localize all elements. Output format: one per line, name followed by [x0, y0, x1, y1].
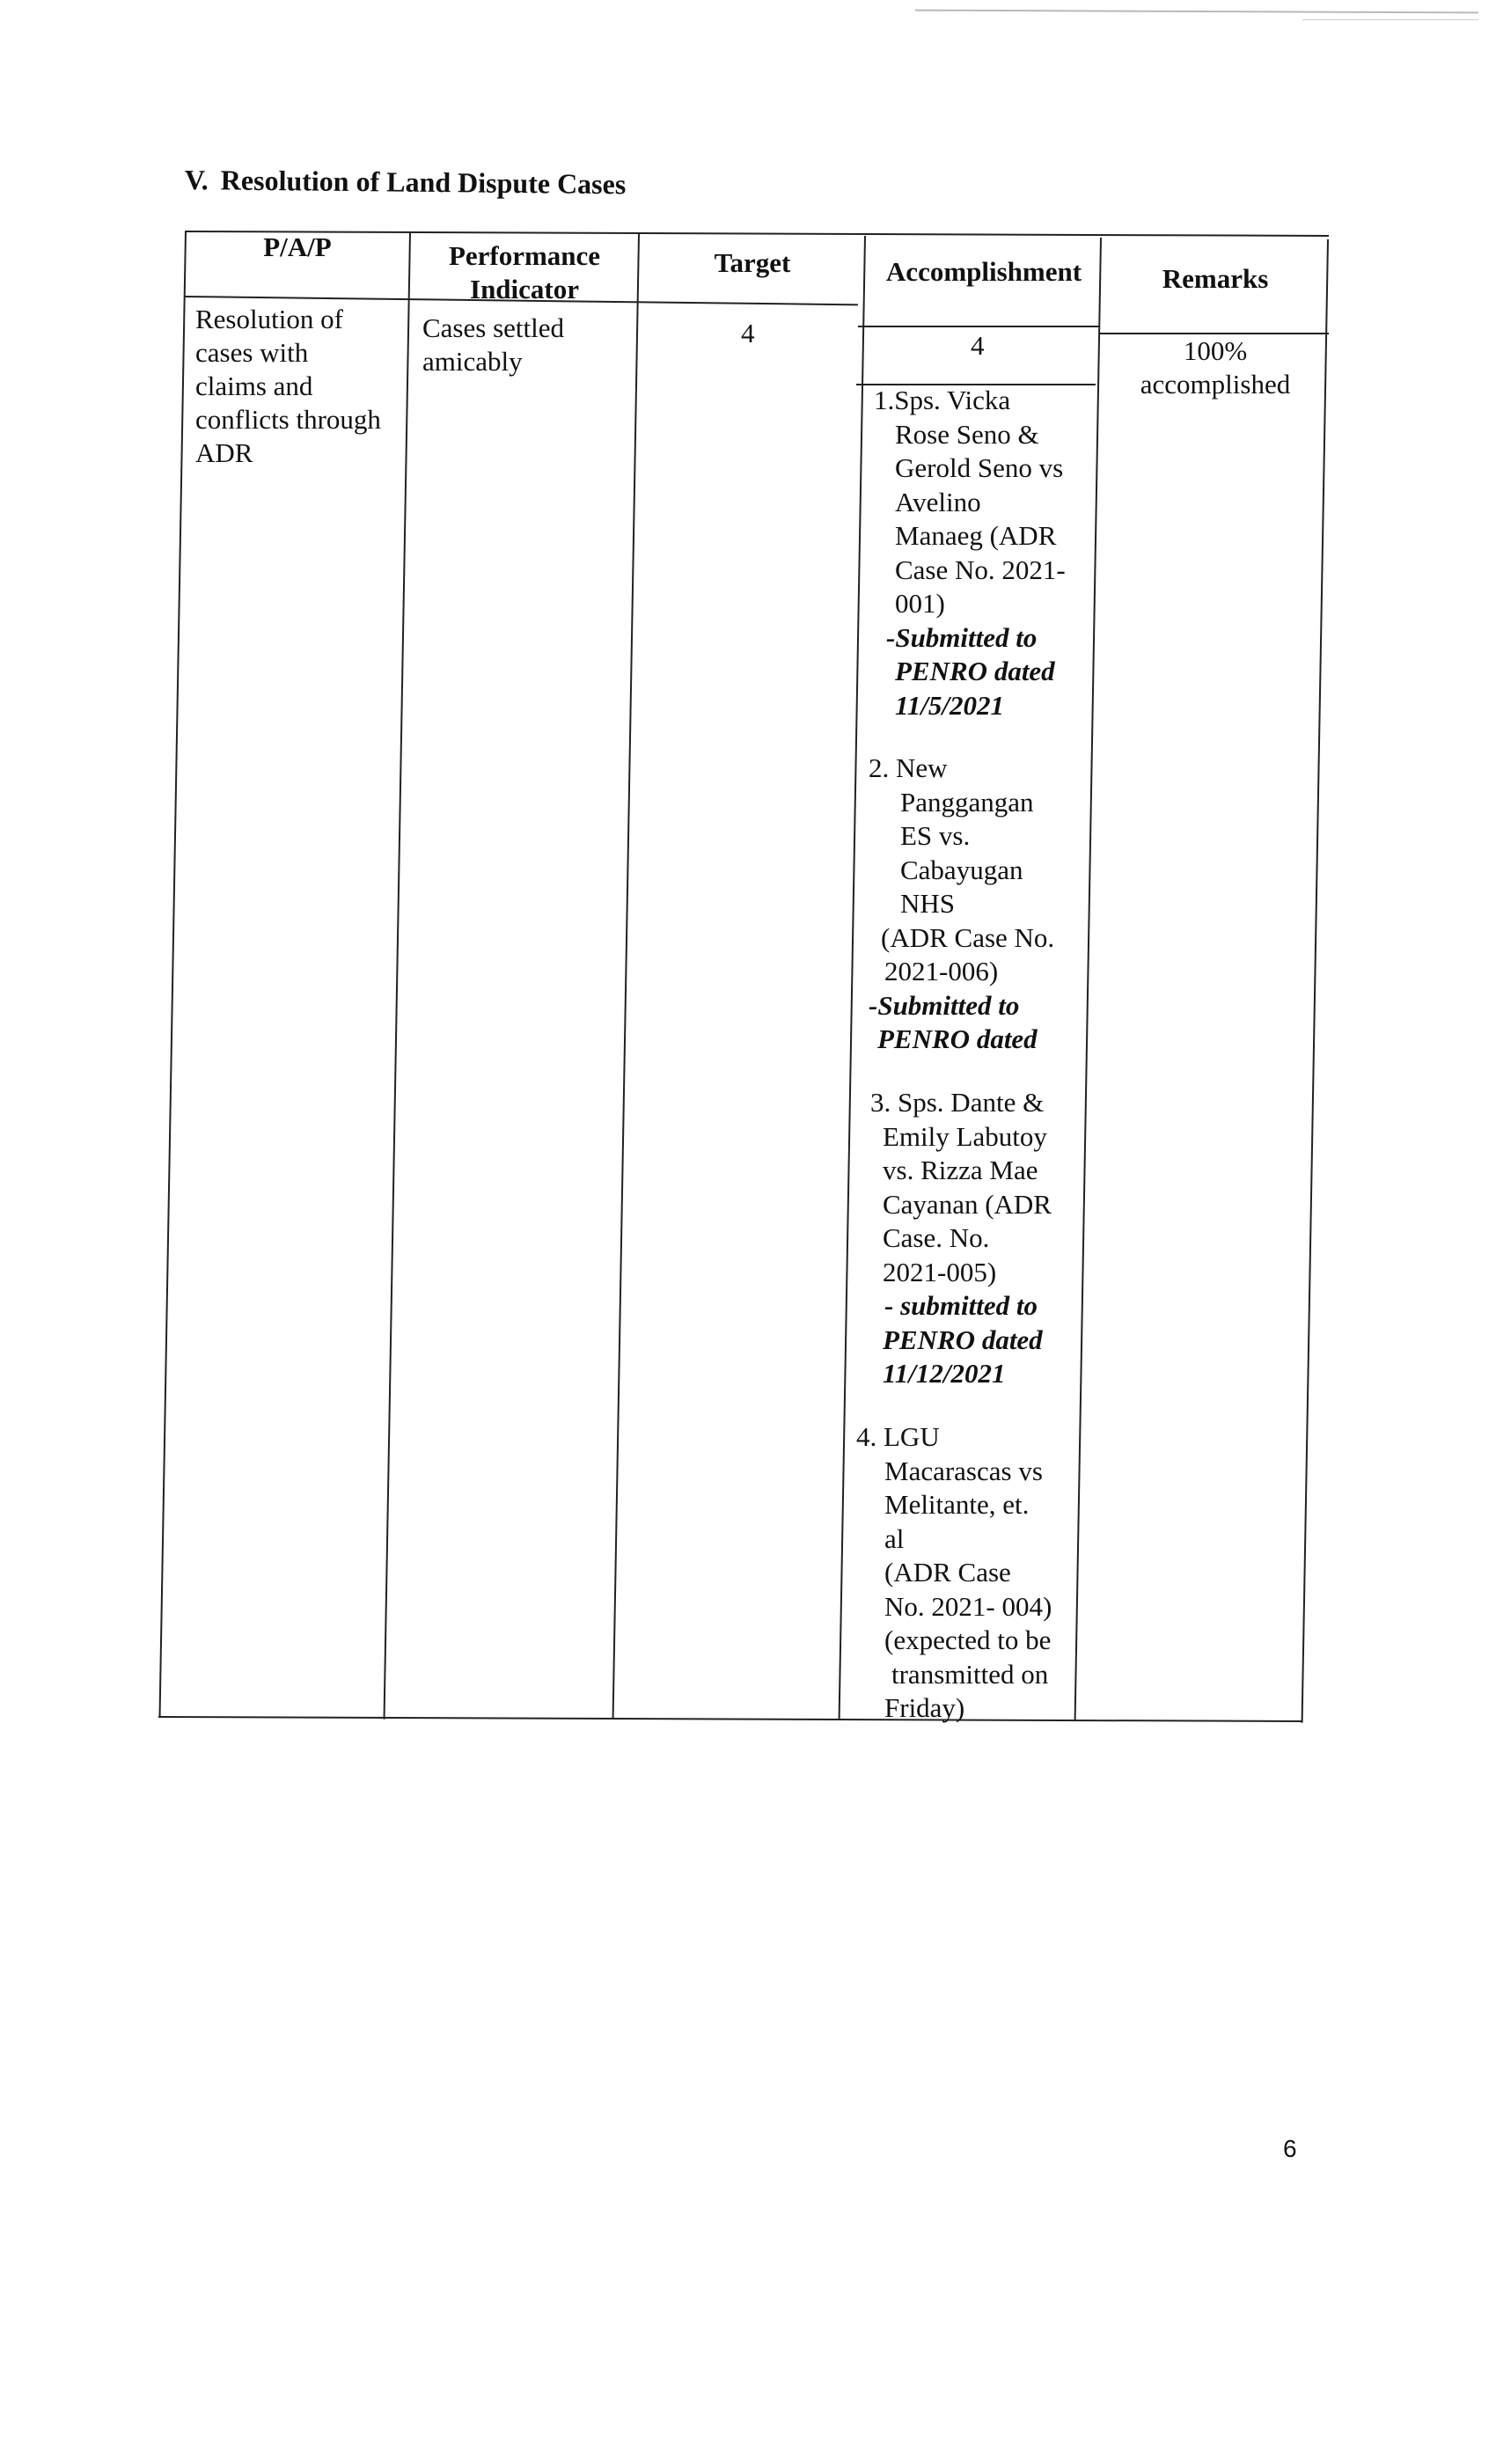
page-number: 6	[1283, 2135, 1297, 2162]
case-1-line: Rose Seno &	[895, 418, 1039, 450]
case-4-line: (ADR Case	[884, 1557, 1011, 1588]
column-divider-2	[612, 234, 640, 1720]
case-2-line: 2. New	[869, 752, 948, 783]
case-entry-2	[849, 752, 1054, 1057]
case-4-line: (expected to be	[884, 1624, 1052, 1655]
section-number: V.	[184, 164, 209, 196]
case-entry-4	[849, 1420, 1052, 1726]
header-indicator-line1: Performance	[448, 240, 601, 271]
case-1-line: 1.Sps. Vicka	[874, 385, 1011, 415]
accomplishment-total-border	[858, 326, 1100, 327]
case-2-status: PENRO dated	[877, 1023, 1038, 1054]
header-remarks: Remarks	[1162, 263, 1269, 294]
case-2-line: Panggangan	[900, 786, 1034, 818]
header-indicator-line2: Indicator	[470, 274, 579, 304]
accomplishment-total: 4	[971, 330, 985, 361]
case-4-line: No. 2021- 004)	[884, 1590, 1052, 1622]
pap-line-4: conflicts through	[195, 404, 381, 435]
pap-line-5: ADR	[195, 437, 253, 468]
target-value: 4	[741, 318, 755, 348]
case-4-line: Melitante, et.	[884, 1489, 1030, 1520]
case-2-line: NHS	[900, 888, 956, 919]
case-1-line: Gerold Seno vs	[895, 452, 1064, 483]
column-divider-1	[384, 232, 411, 1720]
case-4-line: Friday)	[884, 1692, 965, 1723]
case-2-line: (ADR Case No.	[881, 921, 1055, 953]
case-1-status: -Submitted to	[886, 621, 1038, 653]
case-4-line: Macarascas vs	[884, 1455, 1043, 1486]
table-left-border	[159, 231, 187, 1718]
pap-line-2: cases with	[195, 337, 309, 368]
case-1-status: PENRO dated	[895, 656, 1055, 686]
scan-artifact-line	[1302, 19, 1478, 20]
section-title: Resolution of Land Dispute Cases	[220, 164, 627, 201]
case-3-line: Cayanan (ADR	[883, 1188, 1052, 1220]
case-3-line: 3. Sps. Dante &	[870, 1087, 1045, 1118]
case-3-line: 2021-005)	[883, 1256, 997, 1287]
section-heading	[185, 164, 627, 201]
table-bottom-border	[158, 1716, 1302, 1722]
column-divider-4	[1074, 238, 1102, 1721]
indicator-line-2: amicably	[422, 346, 523, 377]
header-target: Target	[714, 247, 791, 278]
pap-line-1: Resolution of	[195, 304, 343, 334]
case-3-line: vs. Rizza Mae	[883, 1155, 1038, 1185]
case-2-line: Cabayugan	[900, 854, 1023, 885]
case-2-line: ES vs.	[900, 820, 971, 851]
case-3-line: Emily Labutoy	[883, 1120, 1047, 1152]
case-3-status: 11/12/2021	[883, 1358, 1006, 1389]
remarks-line-1: 100%	[1183, 335, 1248, 366]
header-pap: P/A/P	[263, 231, 332, 262]
case-1-status: 11/5/2021	[895, 689, 1005, 721]
case-1-line: Avelino	[895, 486, 981, 517]
scan-artifact-line	[915, 10, 1478, 14]
case-1-line: Case No. 2021-	[895, 554, 1066, 585]
case-entry-3	[849, 1086, 1052, 1391]
remarks-line-2: accomplished	[1140, 369, 1291, 400]
case-4-line: transmitted on	[891, 1658, 1049, 1690]
case-4-line: al	[884, 1522, 905, 1554]
case-3-line: Case. No.	[883, 1222, 990, 1253]
case-3-status: PENRO dated	[883, 1324, 1043, 1355]
case-2-line: 2021-006)	[884, 956, 999, 986]
case-4-line: 4. LGU	[856, 1421, 940, 1452]
table-right-border	[1302, 239, 1329, 1723]
case-entry-1	[849, 384, 1066, 722]
indicator-line-1: Cases settled	[422, 312, 564, 343]
case-2-status: -Submitted to	[869, 989, 1020, 1021]
case-1-line: Manaeg (ADR	[895, 520, 1057, 551]
case-3-status: - submitted to	[884, 1290, 1038, 1321]
pap-line-3: claims and	[195, 370, 313, 401]
header-accomplishment: Accomplishment	[885, 256, 1082, 287]
case-1-line: 001)	[895, 588, 945, 619]
